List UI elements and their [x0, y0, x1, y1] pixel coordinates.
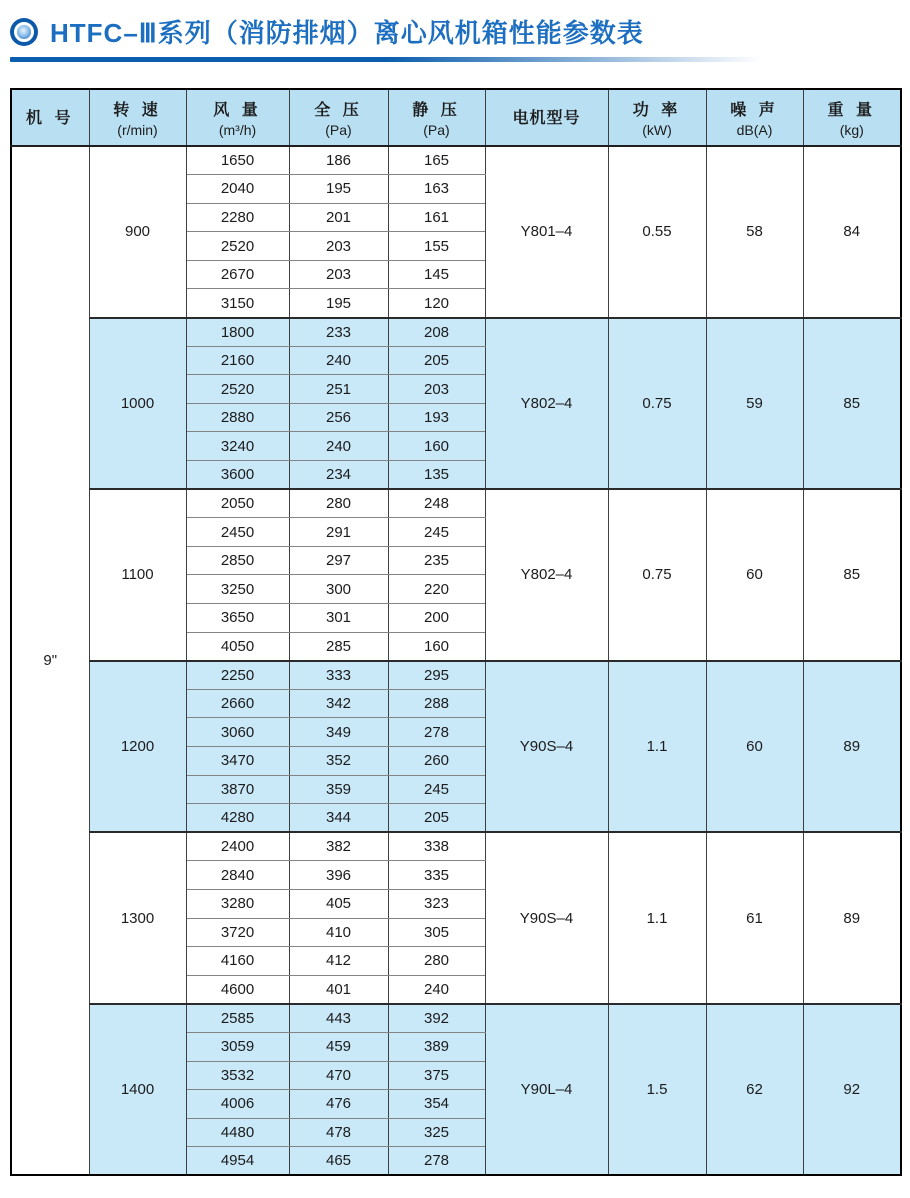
performance-table [10, 88, 902, 1176]
static-pressure-cell: 280 [388, 947, 485, 976]
flow-cell: 3720 [186, 918, 289, 947]
flow-cell: 3059 [186, 1032, 289, 1061]
flow-cell: 2280 [186, 203, 289, 232]
bullseye-icon [10, 18, 38, 46]
header-row [11, 89, 901, 146]
flow-cell: 4480 [186, 1118, 289, 1147]
flow-cell: 4600 [186, 975, 289, 1004]
column-header-weight: 重 量 (kg) [803, 89, 901, 146]
column-header-noise: 噪 声 dB(A) [706, 89, 803, 146]
static-pressure-cell: 205 [388, 346, 485, 375]
speed-cell: 900 [89, 146, 186, 318]
total-pressure-cell: 256 [289, 403, 388, 432]
static-pressure-cell: 248 [388, 489, 485, 518]
total-pressure-cell: 478 [289, 1118, 388, 1147]
table-row [11, 489, 901, 518]
column-header-flow: 风 量 (m³/h) [186, 89, 289, 146]
column-header-motor: 电机型号 [485, 89, 608, 146]
flow-cell: 2160 [186, 346, 289, 375]
weight-cell: 85 [803, 318, 901, 490]
static-pressure-cell: 160 [388, 432, 485, 461]
total-pressure-cell: 300 [289, 575, 388, 604]
total-pressure-cell: 234 [289, 461, 388, 490]
weight-cell: 92 [803, 1004, 901, 1176]
total-pressure-cell: 251 [289, 375, 388, 404]
total-pressure-cell: 401 [289, 975, 388, 1004]
motor-cell: Y90S–4 [485, 661, 608, 833]
static-pressure-cell: 260 [388, 746, 485, 775]
column-header-total-pressure: 全 压 (Pa) [289, 89, 388, 146]
flow-cell: 2585 [186, 1004, 289, 1033]
total-pressure-cell: 186 [289, 146, 388, 175]
power-cell: 1.1 [608, 661, 706, 833]
flow-cell: 4954 [186, 1147, 289, 1176]
flow-cell: 2840 [186, 861, 289, 890]
weight-cell: 84 [803, 146, 901, 318]
flow-cell: 3870 [186, 775, 289, 804]
total-pressure-cell: 203 [289, 232, 388, 261]
flow-cell: 3250 [186, 575, 289, 604]
total-pressure-cell: 233 [289, 318, 388, 347]
total-pressure-cell: 349 [289, 718, 388, 747]
noise-cell: 61 [706, 832, 803, 1004]
total-pressure-cell: 382 [289, 832, 388, 861]
flow-cell: 2520 [186, 232, 289, 261]
flow-cell: 3060 [186, 718, 289, 747]
column-header-speed: 转 速 (r/min) [89, 89, 186, 146]
speed-cell: 1300 [89, 832, 186, 1004]
total-pressure-cell: 470 [289, 1061, 388, 1090]
static-pressure-cell: 203 [388, 375, 485, 404]
total-pressure-cell: 297 [289, 546, 388, 575]
total-pressure-cell: 344 [289, 804, 388, 833]
static-pressure-cell: 392 [388, 1004, 485, 1033]
total-pressure-cell: 195 [289, 289, 388, 318]
flow-cell: 4160 [186, 947, 289, 976]
power-cell: 0.75 [608, 318, 706, 490]
static-pressure-cell: 208 [388, 318, 485, 347]
column-header-static-pressure: 静 压 (Pa) [388, 89, 485, 146]
static-pressure-cell: 161 [388, 203, 485, 232]
static-pressure-cell: 325 [388, 1118, 485, 1147]
flow-cell: 2040 [186, 175, 289, 204]
static-pressure-cell: 205 [388, 804, 485, 833]
flow-cell: 3470 [186, 746, 289, 775]
speed-cell: 1200 [89, 661, 186, 833]
total-pressure-cell: 301 [289, 604, 388, 633]
static-pressure-cell: 278 [388, 1147, 485, 1176]
static-pressure-cell: 240 [388, 975, 485, 1004]
flow-cell: 2850 [186, 546, 289, 575]
total-pressure-cell: 476 [289, 1090, 388, 1119]
static-pressure-cell: 200 [388, 604, 485, 633]
table-row [11, 832, 901, 861]
power-cell: 0.75 [608, 489, 706, 661]
weight-cell: 89 [803, 661, 901, 833]
speed-cell: 1100 [89, 489, 186, 661]
total-pressure-cell: 396 [289, 861, 388, 890]
flow-cell: 4050 [186, 632, 289, 661]
static-pressure-cell: 354 [388, 1090, 485, 1119]
static-pressure-cell: 338 [388, 832, 485, 861]
static-pressure-cell: 135 [388, 461, 485, 490]
noise-cell: 59 [706, 318, 803, 490]
static-pressure-cell: 165 [388, 146, 485, 175]
total-pressure-cell: 203 [289, 260, 388, 289]
speed-cell: 1000 [89, 318, 186, 490]
total-pressure-cell: 412 [289, 947, 388, 976]
static-pressure-cell: 245 [388, 518, 485, 547]
table-row [11, 1004, 901, 1033]
motor-cell: Y90S–4 [485, 832, 608, 1004]
motor-cell: Y90L–4 [485, 1004, 608, 1176]
total-pressure-cell: 333 [289, 661, 388, 690]
table-row [11, 146, 901, 175]
page-title: HTFC–Ⅲ系列（消防排烟）离心风机箱性能参数表 [50, 18, 644, 48]
static-pressure-cell: 375 [388, 1061, 485, 1090]
flow-cell: 1800 [186, 318, 289, 347]
total-pressure-cell: 465 [289, 1147, 388, 1176]
noise-cell: 60 [706, 661, 803, 833]
flow-cell: 1650 [186, 146, 289, 175]
power-cell: 1.5 [608, 1004, 706, 1176]
static-pressure-cell: 335 [388, 861, 485, 890]
noise-cell: 60 [706, 489, 803, 661]
total-pressure-cell: 195 [289, 175, 388, 204]
static-pressure-cell: 389 [388, 1032, 485, 1061]
column-header-power: 功 率 (kW) [608, 89, 706, 146]
total-pressure-cell: 240 [289, 432, 388, 461]
flow-cell: 3650 [186, 604, 289, 633]
static-pressure-cell: 323 [388, 889, 485, 918]
weight-cell: 89 [803, 832, 901, 1004]
machine-number-cell: 9" [11, 146, 89, 1175]
flow-cell: 3600 [186, 461, 289, 490]
flow-cell: 2450 [186, 518, 289, 547]
motor-cell: Y802–4 [485, 489, 608, 661]
total-pressure-cell: 405 [289, 889, 388, 918]
static-pressure-cell: 160 [388, 632, 485, 661]
static-pressure-cell: 163 [388, 175, 485, 204]
static-pressure-cell: 120 [388, 289, 485, 318]
total-pressure-cell: 359 [289, 775, 388, 804]
flow-cell: 3240 [186, 432, 289, 461]
static-pressure-cell: 305 [388, 918, 485, 947]
flow-cell: 2660 [186, 689, 289, 718]
table-row [11, 661, 901, 690]
power-cell: 0.55 [608, 146, 706, 318]
speed-cell: 1400 [89, 1004, 186, 1176]
static-pressure-cell: 155 [388, 232, 485, 261]
flow-cell: 2400 [186, 832, 289, 861]
flow-cell: 3280 [186, 889, 289, 918]
flow-cell: 3150 [186, 289, 289, 318]
flow-cell: 2670 [186, 260, 289, 289]
total-pressure-cell: 240 [289, 346, 388, 375]
static-pressure-cell: 235 [388, 546, 485, 575]
static-pressure-cell: 145 [388, 260, 485, 289]
noise-cell: 62 [706, 1004, 803, 1176]
total-pressure-cell: 342 [289, 689, 388, 718]
total-pressure-cell: 443 [289, 1004, 388, 1033]
total-pressure-cell: 201 [289, 203, 388, 232]
total-pressure-cell: 285 [289, 632, 388, 661]
total-pressure-cell: 280 [289, 489, 388, 518]
static-pressure-cell: 295 [388, 661, 485, 690]
weight-cell: 85 [803, 489, 901, 661]
static-pressure-cell: 245 [388, 775, 485, 804]
motor-cell: Y802–4 [485, 318, 608, 490]
table-row [11, 318, 901, 347]
total-pressure-cell: 291 [289, 518, 388, 547]
column-header-machine: 机 号 [11, 89, 89, 146]
power-cell: 1.1 [608, 832, 706, 1004]
flow-cell: 2050 [186, 489, 289, 518]
static-pressure-cell: 288 [388, 689, 485, 718]
title-underline [10, 57, 762, 62]
page-header [10, 13, 900, 62]
flow-cell: 2880 [186, 403, 289, 432]
noise-cell: 58 [706, 146, 803, 318]
motor-cell: Y801–4 [485, 146, 608, 318]
total-pressure-cell: 352 [289, 746, 388, 775]
total-pressure-cell: 459 [289, 1032, 388, 1061]
flow-cell: 3532 [186, 1061, 289, 1090]
flow-cell: 2250 [186, 661, 289, 690]
flow-cell: 2520 [186, 375, 289, 404]
static-pressure-cell: 193 [388, 403, 485, 432]
static-pressure-cell: 278 [388, 718, 485, 747]
flow-cell: 4006 [186, 1090, 289, 1119]
total-pressure-cell: 410 [289, 918, 388, 947]
flow-cell: 4280 [186, 804, 289, 833]
static-pressure-cell: 220 [388, 575, 485, 604]
